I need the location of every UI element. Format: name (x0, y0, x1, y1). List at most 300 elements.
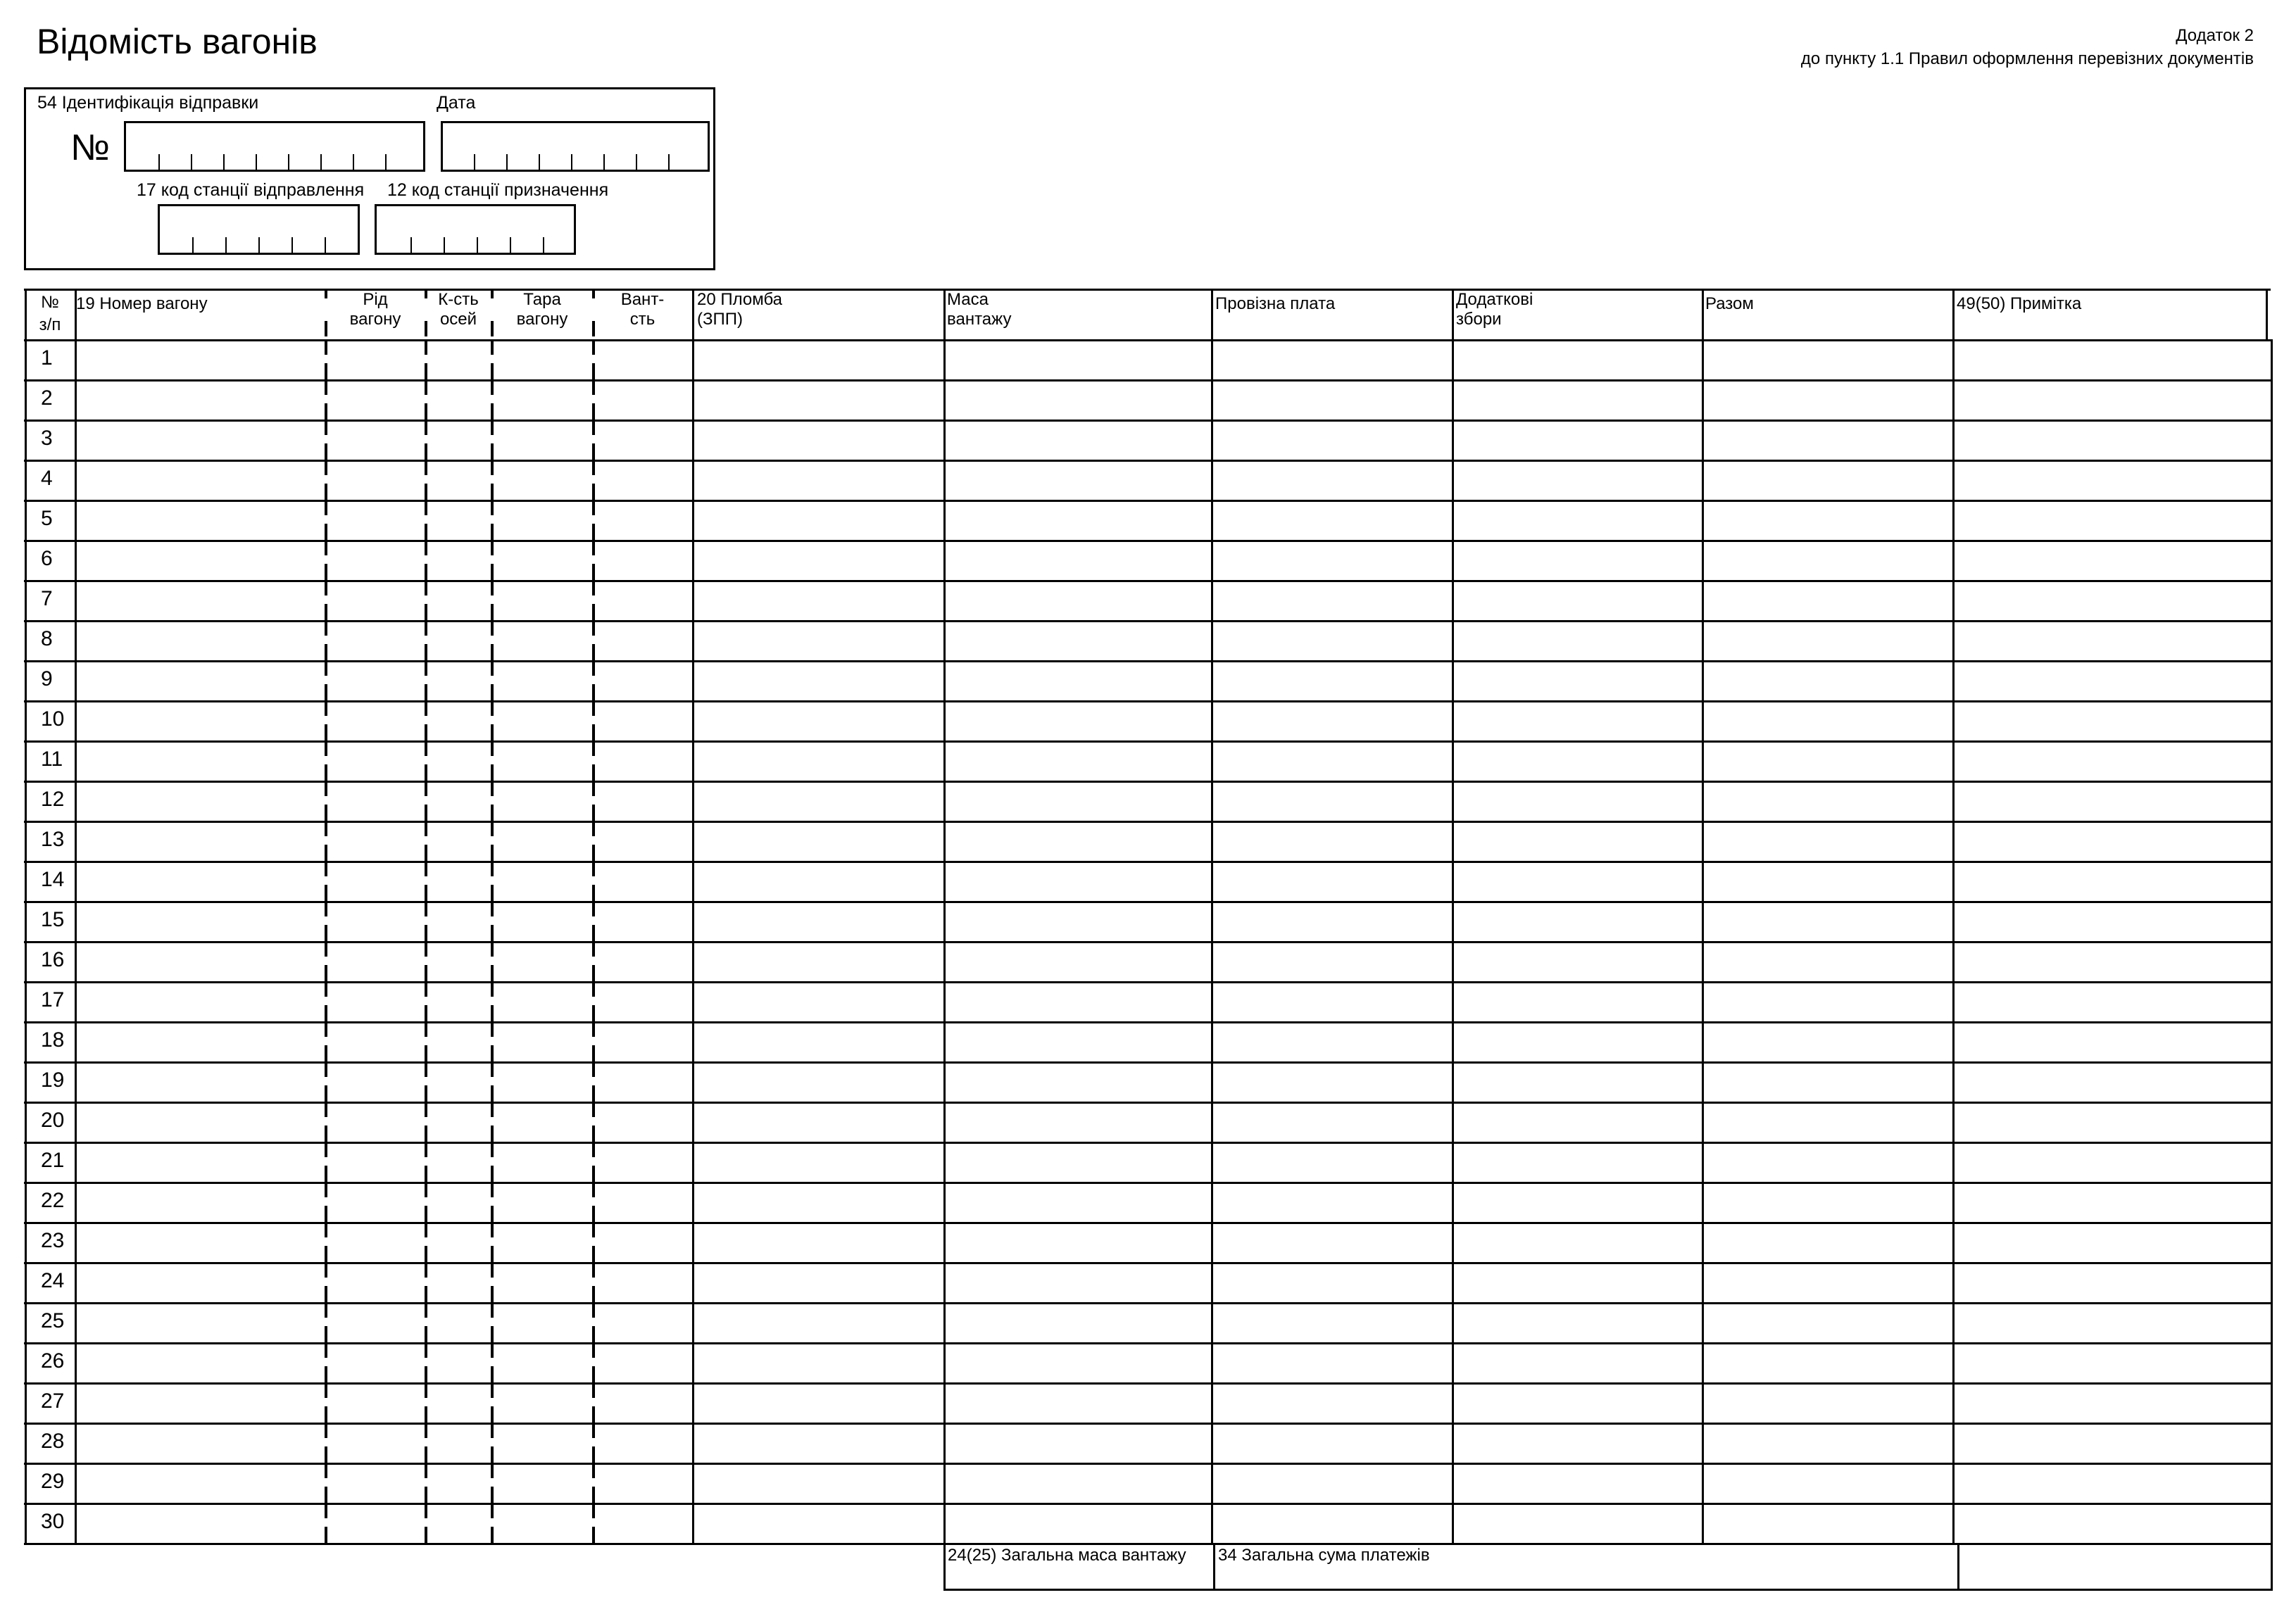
dashed-column-separator (425, 580, 427, 595)
date-label: Дата (437, 93, 476, 113)
dashed-column-separator (425, 1021, 427, 1037)
dashed-column-separator (425, 1302, 427, 1318)
dashed-column-separator (425, 1085, 427, 1102)
dashed-column-separator (425, 1446, 427, 1463)
dashed-column-separator (325, 861, 327, 876)
row-number: 8 (41, 627, 53, 650)
dashed-column-separator (425, 965, 427, 981)
column-header-line2: сть (629, 310, 655, 329)
row-number: 17 (41, 988, 65, 1011)
row-divider (24, 1061, 2271, 1064)
dashed-column-separator (592, 1342, 595, 1358)
dashed-column-separator (425, 1406, 427, 1423)
row-number: 16 (41, 948, 65, 971)
dashed-column-separator (491, 941, 494, 957)
totals-divider (943, 1543, 946, 1591)
row-divider (24, 500, 2271, 502)
column-header (1456, 290, 1533, 329)
dashed-column-separator (325, 363, 327, 379)
origin-station-code-field[interactable] (158, 204, 360, 255)
column-header (76, 294, 208, 314)
dashed-column-separator (592, 1102, 595, 1117)
dashed-column-separator (592, 1021, 595, 1037)
dashed-column-separator (491, 1142, 494, 1157)
dashed-column-separator (325, 764, 327, 781)
dashed-column-separator (425, 1005, 427, 1021)
dashed-column-separator (491, 805, 494, 821)
dashed-column-separator (491, 1061, 494, 1077)
total-mass-label: 24(25) Загальна маса вантажу (948, 1546, 1186, 1565)
dashed-column-separator (491, 564, 494, 580)
dashed-column-separator (491, 644, 494, 660)
dispatch-identification-box (24, 87, 715, 270)
dashed-column-separator (325, 1126, 327, 1142)
dashed-column-separator (592, 1302, 595, 1318)
dashed-column-separator (491, 403, 494, 420)
row-divider (24, 901, 2271, 903)
row-divider (24, 821, 2271, 823)
dashed-column-separator (592, 724, 595, 740)
dashed-column-separator (491, 339, 494, 355)
field-tick (636, 154, 637, 170)
row-number: 19 (41, 1068, 65, 1092)
dashed-column-separator (592, 941, 595, 957)
dashed-column-separator (592, 339, 595, 355)
dashed-column-separator (592, 644, 595, 660)
dashed-column-separator (325, 524, 327, 540)
dashed-column-separator (592, 484, 595, 500)
dispatch-number-field[interactable] (124, 121, 425, 172)
row-number: 24 (41, 1269, 65, 1292)
dashed-column-separator (425, 1503, 427, 1518)
dashed-column-separator (592, 901, 595, 916)
dashed-column-separator (592, 1503, 595, 1518)
dashed-column-separator (325, 1142, 327, 1157)
dashed-column-separator (325, 403, 327, 420)
row-divider (24, 1503, 2271, 1505)
dashed-column-separator (325, 1021, 327, 1037)
row-number: 26 (41, 1349, 65, 1373)
dashed-column-separator (592, 1045, 595, 1061)
date-field[interactable] (441, 121, 710, 172)
dashed-column-separator (425, 420, 427, 435)
dashed-column-separator (491, 700, 494, 716)
dashed-column-separator (592, 805, 595, 821)
dashed-column-separator (325, 1045, 327, 1061)
dashed-column-separator (592, 965, 595, 981)
dashed-column-separator (325, 1406, 327, 1423)
column-header (1957, 294, 2081, 314)
totals-divider (1213, 1543, 1215, 1591)
dashed-column-separator (491, 1262, 494, 1278)
column-header (425, 290, 491, 329)
page-title: Відомість вагонів (37, 22, 318, 61)
dashed-column-separator (325, 420, 327, 435)
row-divider (24, 1102, 2271, 1104)
dashed-column-separator (425, 540, 427, 555)
column-header (947, 290, 1011, 329)
row-number: 10 (41, 707, 65, 731)
column-header-line1: К-сть (438, 290, 479, 309)
total-payments-label: 34 Загальна сума платежів (1218, 1546, 1430, 1565)
dispatch-id-label: 54 Ідентифікація відправки (37, 93, 259, 113)
dashed-column-separator (325, 1503, 327, 1518)
dashed-column-separator (491, 1045, 494, 1061)
dashed-column-separator (592, 443, 595, 460)
column-header-line1: Тара (523, 290, 561, 309)
dashed-column-separator (592, 1382, 595, 1398)
dashed-column-separator (491, 443, 494, 460)
dashed-column-separator (592, 564, 595, 580)
dashed-column-separator (325, 981, 327, 997)
row-number: 28 (41, 1430, 65, 1453)
column-header-line2: вагону (516, 310, 568, 329)
dashed-column-separator (425, 1382, 427, 1398)
dashed-column-separator (592, 420, 595, 435)
dashed-column-separator (325, 925, 327, 941)
dashed-column-separator (325, 845, 327, 861)
dashed-column-separator (325, 885, 327, 901)
dashed-column-separator (491, 845, 494, 861)
row-divider (24, 1543, 2271, 1545)
dashed-column-separator (325, 724, 327, 740)
row-number: 20 (41, 1109, 65, 1132)
dashed-column-separator (425, 684, 427, 700)
dashed-column-separator (325, 1085, 327, 1102)
dashed-column-separator (491, 1286, 494, 1302)
dashed-column-separator (592, 1527, 595, 1543)
dashed-column-separator (425, 524, 427, 540)
dashed-column-separator (325, 1366, 327, 1382)
field-tick (603, 154, 605, 170)
field-tick (506, 154, 508, 170)
dashed-column-separator (325, 1206, 327, 1222)
dashed-column-separator (325, 644, 327, 660)
dashed-column-separator (592, 403, 595, 420)
dashed-column-separator (425, 740, 427, 756)
column-divider (75, 289, 77, 1545)
dashed-column-separator (425, 700, 427, 716)
dashed-column-separator (491, 740, 494, 756)
dashed-column-separator (325, 1342, 327, 1358)
row-number: 4 (41, 467, 53, 490)
column-header-line1: Провізна плата (1215, 294, 1336, 313)
column-header (28, 291, 72, 336)
dashed-column-separator (425, 604, 427, 620)
dashed-column-separator (325, 443, 327, 460)
dashed-column-separator (425, 821, 427, 836)
dashed-column-separator (325, 805, 327, 821)
dashed-column-separator (592, 1222, 595, 1237)
field-tick (474, 154, 475, 170)
dashed-column-separator (491, 379, 494, 395)
row-number: 6 (41, 547, 53, 570)
field-tick (571, 154, 572, 170)
dashed-column-separator (425, 1342, 427, 1358)
dashed-column-separator (325, 1527, 327, 1543)
row-divider (24, 1302, 2271, 1304)
dashed-column-separator (592, 764, 595, 781)
row-number: 23 (41, 1229, 65, 1252)
dashed-column-separator (325, 1005, 327, 1021)
dashed-column-separator (425, 805, 427, 821)
dashed-column-separator (325, 1182, 327, 1197)
dashed-column-separator (425, 443, 427, 460)
dashed-column-separator (592, 540, 595, 555)
row-divider (24, 1342, 2271, 1344)
dashed-column-separator (425, 484, 427, 500)
column-header (697, 290, 782, 329)
dashed-column-separator (592, 1262, 595, 1278)
row-number: 2 (41, 386, 53, 410)
row-number: 11 (41, 748, 63, 771)
dashed-column-separator (491, 524, 494, 540)
dashed-column-separator (491, 861, 494, 876)
dashed-column-separator (491, 764, 494, 781)
column-header-line2: збори (1456, 310, 1502, 329)
dashed-column-separator (425, 1286, 427, 1302)
dashed-column-separator (425, 460, 427, 475)
dashed-column-separator (491, 540, 494, 555)
dashed-column-separator (491, 1527, 494, 1543)
dashed-column-separator (491, 1126, 494, 1142)
row-divider (24, 781, 2271, 783)
dashed-column-separator (491, 1326, 494, 1342)
dashed-column-separator (425, 1182, 427, 1197)
row-number: 27 (41, 1389, 65, 1413)
dashed-column-separator (325, 1446, 327, 1463)
dashed-column-separator (325, 1423, 327, 1438)
dashed-column-separator (425, 1222, 427, 1237)
dashed-column-separator (325, 1246, 327, 1262)
field-tick (191, 154, 192, 170)
dashed-column-separator (592, 684, 595, 700)
dashed-column-separator (592, 460, 595, 475)
row-divider (24, 1222, 2271, 1224)
dashed-column-separator (592, 1423, 595, 1438)
field-tick (325, 237, 326, 253)
dashed-column-separator (491, 1446, 494, 1463)
dashed-column-separator (491, 1503, 494, 1518)
column-header-line1: 20 Пломба (697, 290, 783, 309)
dashed-column-separator (491, 981, 494, 997)
row-divider (24, 1262, 2271, 1264)
column-header (491, 290, 593, 329)
dashed-column-separator (325, 821, 327, 836)
appendix-note (1801, 24, 2254, 70)
row-divider (24, 1463, 2271, 1465)
totals-divider (1957, 1543, 1959, 1591)
dashed-column-separator (325, 1302, 327, 1318)
dashed-column-separator (425, 500, 427, 515)
header-right-border (2266, 289, 2268, 339)
dashed-column-separator (325, 901, 327, 916)
dashed-column-separator (592, 700, 595, 716)
dashed-column-separator (592, 1126, 595, 1142)
dashed-column-separator (592, 1182, 595, 1197)
dashed-column-separator (592, 821, 595, 836)
column-header-line2: осей (439, 310, 477, 329)
dest-station-code-field[interactable] (375, 204, 576, 255)
dashed-column-separator (491, 1246, 494, 1262)
dashed-column-separator (425, 1262, 427, 1278)
row-divider (24, 1423, 2271, 1425)
row-number: 5 (41, 507, 53, 530)
dashed-column-separator (325, 1487, 327, 1503)
row-divider (24, 700, 2271, 702)
dashed-column-separator (592, 981, 595, 997)
row-number: 30 (41, 1510, 65, 1533)
column-header-line2: з/п (39, 315, 61, 334)
dashed-column-separator (325, 379, 327, 395)
dashed-column-separator (491, 965, 494, 981)
dashed-column-separator (425, 403, 427, 420)
dashed-column-separator (592, 363, 595, 379)
column-divider (692, 289, 694, 1545)
row-divider (24, 740, 2271, 743)
dashed-column-separator (491, 1102, 494, 1117)
dashed-column-separator (325, 1286, 327, 1302)
row-divider (24, 420, 2271, 422)
dashed-column-separator (491, 1406, 494, 1423)
dashed-column-separator (592, 1366, 595, 1382)
dashed-column-separator (425, 845, 427, 861)
dashed-column-separator (592, 500, 595, 515)
dashed-column-separator (325, 965, 327, 981)
dashed-column-separator (425, 724, 427, 740)
dashed-column-separator (592, 1206, 595, 1222)
totals-divider (2271, 1543, 2273, 1591)
field-tick (192, 237, 194, 253)
dashed-column-separator (425, 941, 427, 957)
dashed-column-separator (425, 764, 427, 781)
column-header-line1: Вант- (620, 290, 665, 309)
dashed-column-separator (425, 1045, 427, 1061)
dashed-column-separator (491, 1182, 494, 1197)
dashed-column-separator (425, 1102, 427, 1117)
row-divider (24, 540, 2271, 542)
dashed-column-separator (425, 1061, 427, 1077)
row-divider (24, 1382, 2271, 1385)
field-tick (291, 237, 293, 253)
column-header-line1: Додаткові (1456, 290, 1533, 309)
dashed-column-separator (491, 901, 494, 916)
dashed-column-separator (425, 925, 427, 941)
field-tick (444, 237, 445, 253)
dashed-column-separator (592, 1463, 595, 1478)
dashed-column-separator (592, 1246, 595, 1262)
dashed-column-separator (491, 363, 494, 379)
field-tick (258, 237, 260, 253)
dashed-column-separator (491, 781, 494, 796)
dashed-column-separator (425, 1326, 427, 1342)
row-divider (24, 379, 2271, 382)
dashed-column-separator (592, 925, 595, 941)
dashed-column-separator (592, 1085, 595, 1102)
dashed-column-separator (325, 580, 327, 595)
field-tick (223, 154, 225, 170)
appendix-line-1: Додаток 2 (2176, 26, 2254, 45)
row-divider (24, 620, 2271, 622)
dashed-column-separator (325, 540, 327, 555)
row-number: 25 (41, 1309, 65, 1332)
dashed-column-separator (592, 1286, 595, 1302)
dashed-column-separator (592, 524, 595, 540)
row-divider (24, 580, 2271, 582)
dashed-column-separator (425, 1166, 427, 1182)
dashed-column-separator (592, 1487, 595, 1503)
dashed-column-separator (592, 580, 595, 595)
dashed-column-separator (491, 484, 494, 500)
dashed-column-separator (491, 1166, 494, 1182)
field-tick (385, 154, 387, 170)
column-header-line1: Маса (947, 290, 989, 309)
dashed-column-separator (425, 363, 427, 379)
dashed-column-separator (491, 1463, 494, 1478)
dashed-column-separator (325, 684, 327, 700)
row-divider (24, 1021, 2271, 1023)
dashed-column-separator (425, 901, 427, 916)
dashed-column-separator (491, 1005, 494, 1021)
dashed-column-separator (491, 1366, 494, 1382)
row-number: 18 (41, 1028, 65, 1052)
totals-bottom-border (943, 1589, 2271, 1591)
dashed-column-separator (325, 564, 327, 580)
dashed-column-separator (325, 660, 327, 676)
dashed-column-separator (491, 684, 494, 700)
field-tick (225, 237, 227, 253)
column-header-line1: Рід (363, 290, 388, 309)
dashed-column-separator (325, 740, 327, 756)
row-divider (24, 1142, 2271, 1144)
row-number: 13 (41, 828, 65, 851)
dashed-column-separator (491, 1487, 494, 1503)
dashed-column-separator (491, 1021, 494, 1037)
column-divider (1702, 289, 1704, 1545)
dashed-column-separator (592, 604, 595, 620)
dashed-column-separator (325, 1382, 327, 1398)
dashed-column-separator (491, 885, 494, 901)
dashed-column-separator (491, 724, 494, 740)
dest-station-code-label: 12 код станції призначення (387, 180, 609, 200)
dashed-column-separator (592, 660, 595, 676)
column-header (325, 290, 425, 329)
dashed-column-separator (491, 604, 494, 620)
dashed-column-separator (325, 1262, 327, 1278)
dashed-column-separator (425, 1463, 427, 1478)
dashed-column-separator (491, 821, 494, 836)
dashed-column-separator (491, 1382, 494, 1398)
dashed-column-separator (325, 1102, 327, 1117)
dashed-column-separator (325, 1166, 327, 1182)
dashed-column-separator (491, 1222, 494, 1237)
dashed-column-separator (325, 1326, 327, 1342)
row-number: 12 (41, 788, 65, 811)
row-divider (24, 660, 2271, 662)
field-tick (668, 154, 670, 170)
dashed-column-separator (325, 941, 327, 957)
column-divider (1952, 289, 1955, 1545)
column-divider (25, 289, 27, 1545)
dashed-column-separator (325, 339, 327, 355)
dashed-column-separator (491, 1423, 494, 1438)
row-number: 29 (41, 1470, 65, 1493)
dashed-column-separator (592, 379, 595, 395)
appendix-line-2: до пункту 1.1 Правил оформлення перевізних документів (1800, 49, 2254, 68)
dashed-column-separator (425, 564, 427, 580)
row-number: 7 (41, 587, 53, 610)
row-number: 21 (41, 1149, 65, 1172)
